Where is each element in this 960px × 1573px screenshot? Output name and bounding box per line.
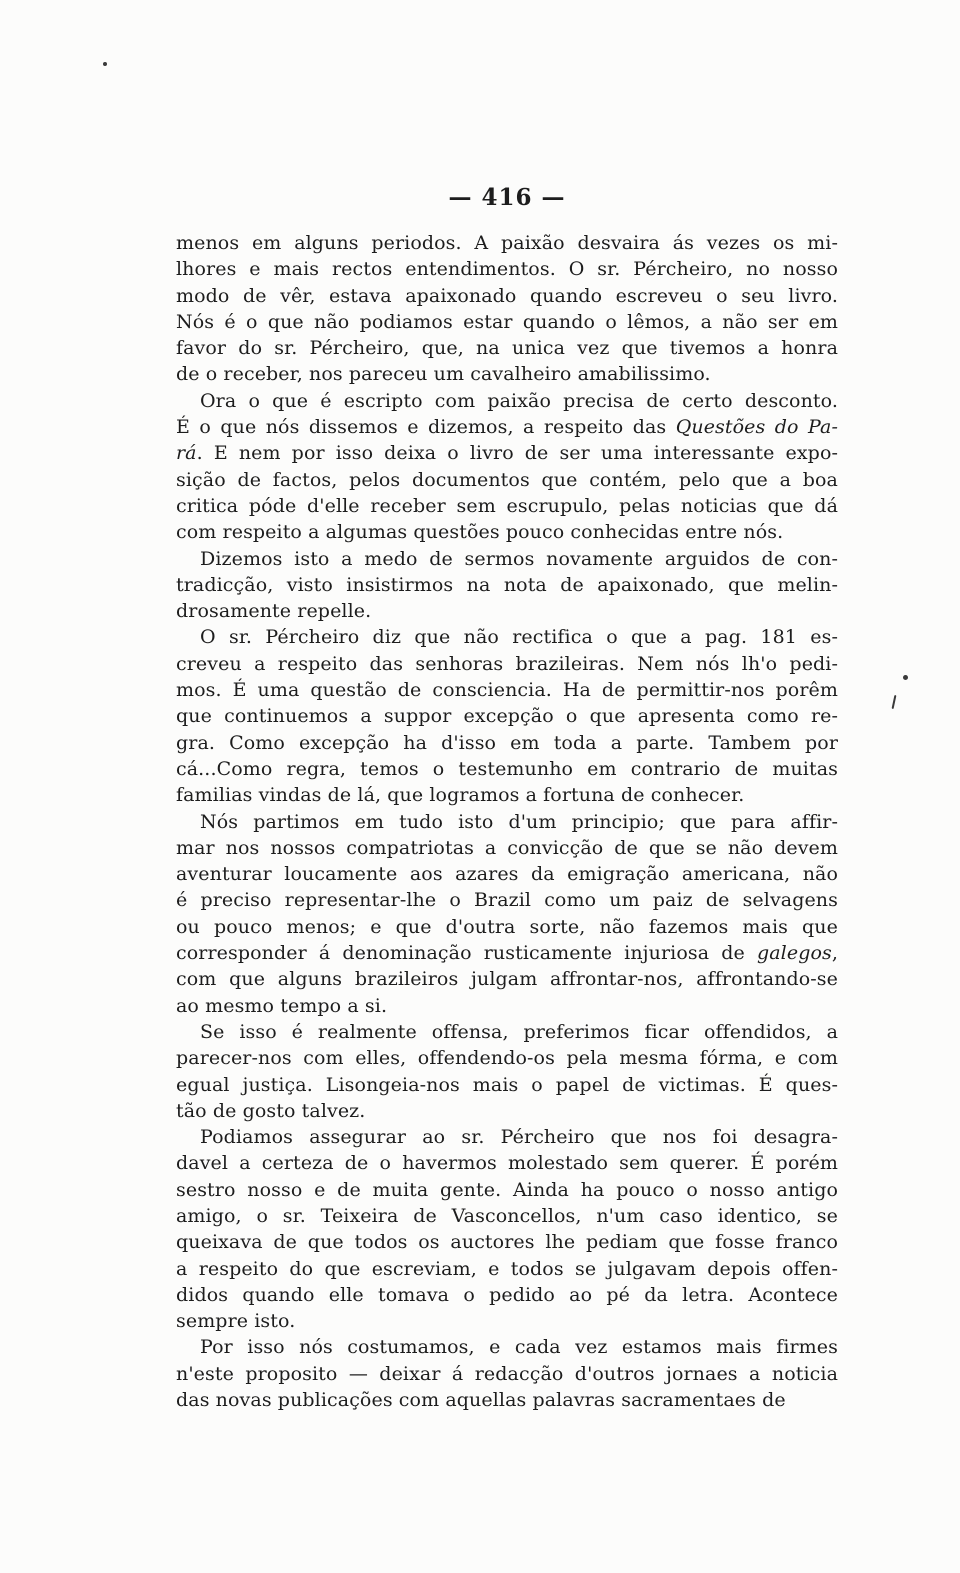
paragraph: [176, 624, 838, 808]
text-line: [176, 756, 838, 782]
text-run: aventurar loucamente aos azares da emigração americana, não: [176, 863, 838, 886]
page-text: [176, 230, 838, 1413]
text-run: gra. Como excepção ha d'isso em toda a parte. Tambem por: [176, 731, 838, 754]
text-run: drosamente repelle.: [176, 600, 372, 623]
text-run: mos. É uma questão de consciencia. Ha de permittir-nos porêm: [176, 679, 838, 702]
text-line: [176, 1045, 838, 1071]
text-run: menos em alguns periodos. A paixão desvaira ás vezes os mi-: [176, 232, 838, 254]
text-run: ou pouco menos; e que d'outra sorte, não fazemos mais que: [176, 915, 838, 938]
text-run: Nós partimos em tudo isto d'um principio; que para affir-: [200, 810, 838, 833]
text-run: familias vindas de lá, que logramos a fortuna de conhecer.: [176, 784, 745, 807]
text-run: a respeito do que escreviam, e todos se julgavam depois offen-: [176, 1257, 838, 1280]
paragraph: [176, 230, 838, 388]
text-run: creveu a respeito das senhoras brazileiras. Nem nós lh'o pedi-: [176, 652, 838, 675]
text-line: [176, 703, 838, 729]
page-number: — 416 —: [448, 184, 566, 211]
paragraph: [176, 388, 838, 546]
text-line: [176, 598, 838, 624]
text-line: [176, 1229, 838, 1255]
text-run: ao mesmo tempo a si.: [176, 994, 388, 1017]
text-run: O sr. Pércheiro diz que não rectifica o que a pag. 181 es-: [200, 626, 838, 649]
text-line: [176, 782, 838, 808]
text-line: [176, 835, 838, 861]
text-run: critica póde d'elle receber sem escrupulo, pelas noticias que dá: [176, 494, 838, 517]
paragraph: [176, 1019, 838, 1124]
text-line: [176, 361, 838, 387]
text-line: [176, 809, 838, 835]
text-line: [176, 256, 838, 282]
text-line: [176, 230, 838, 256]
text-line: [176, 335, 838, 361]
text-run: com respeito a algumas questões pouco conhecidas entre nós.: [176, 521, 784, 544]
text-line: [176, 546, 838, 572]
text-run: Nós é o que não podiamos estar quando o lêmos, a não ser em: [176, 310, 838, 333]
text-line: [176, 861, 838, 887]
text-line: [176, 940, 838, 966]
text-run: corresponder á denominação rusticamente injuriosa de: [176, 942, 757, 965]
text-line: [176, 1203, 838, 1229]
text-line: [176, 1019, 838, 1045]
text-run: cá...Como regra, temos o testemunho em contrario de muitas: [176, 757, 838, 780]
text-run: das novas publicações com aquellas palavras sacramentaes de: [176, 1389, 786, 1412]
text-run: que continuemos a suppor excepção o que apresenta como re-: [176, 705, 838, 728]
text-line: [176, 651, 838, 677]
text-line: [176, 914, 838, 940]
text-line: [176, 572, 838, 598]
text-line: [176, 283, 838, 309]
text-run: didos quando elle tomava o pedido ao pé da letra. Acontece: [176, 1283, 838, 1306]
text-line: [176, 1098, 838, 1124]
text-run: é preciso representar-lhe o Brazil como um paiz de selvagens: [176, 889, 838, 912]
text-line: [176, 493, 838, 519]
text-run: queixava de que todos os auctores lhe pediam que fosse franco: [176, 1231, 838, 1254]
text-run: ,: [831, 942, 838, 965]
text-run: É o que nós dissemos e dizemos, a respeito das: [176, 416, 676, 439]
text-run: . E nem por isso deixa o livro de ser uma interessante expo-: [196, 442, 838, 465]
text-run: tradicção, visto insistirmos na nota de apaixonado, que melin-: [176, 573, 838, 596]
scan-speck-icon: [892, 695, 897, 709]
text-run: com que alguns brazileiros julgam affrontar-nos, affrontando-se: [176, 968, 838, 991]
text-run: amigo, o sr. Teixeira de Vasconcellos, n'um caso identico, se: [176, 1204, 838, 1227]
text-run: Se isso é realmente offensa, preferimos ficar offendidos, a: [200, 1020, 838, 1043]
italic-text-run: Questões do Pa-: [675, 416, 838, 439]
text-run: sempre isto.: [176, 1310, 296, 1333]
text-line: [176, 1282, 838, 1308]
text-run: sestro nosso e de muita gente. Ainda ha pouco o nosso antigo: [176, 1178, 838, 1201]
text-line: [176, 1150, 838, 1176]
text-line: [176, 309, 838, 335]
text-line: [176, 440, 838, 466]
text-line: [176, 1256, 838, 1282]
text-line: [176, 1361, 838, 1387]
italic-text-run: galegos: [756, 942, 832, 965]
paragraph: [176, 546, 838, 625]
paragraph: [176, 1334, 838, 1413]
text-run: parecer-nos com elles, offendendo-os pela mesma fórma, e com: [176, 1047, 838, 1070]
text-line: [176, 730, 838, 756]
text-line: [176, 519, 838, 545]
text-line: [176, 1177, 838, 1203]
text-line: [176, 1072, 838, 1098]
scan-speck-icon: [103, 62, 107, 66]
text-line: [176, 388, 838, 414]
text-run: tão de gosto talvez.: [176, 1099, 366, 1122]
text-run: modo de vêr, estava apaixonado quando escreveu o seu livro.: [176, 284, 838, 307]
text-run: Podiamos assegurar ao sr. Pércheiro que nos foi desagra-: [200, 1126, 838, 1149]
text-run: davel a certeza de o havermos molestado sem querer. É porém: [176, 1152, 838, 1175]
text-line: [176, 1308, 838, 1334]
text-run: favor do sr. Pércheiro, que, na unica vez que tivemos a honra: [176, 337, 838, 360]
text-run: de o receber, nos pareceu um cavalheiro amabilissimo.: [176, 363, 711, 386]
text-line: [176, 467, 838, 493]
text-run: Por isso nós costumamos, e cada vez estamos mais firmes: [200, 1336, 838, 1359]
text-run: n'este proposito — deixar á redacção d'outros jornaes a noticia: [176, 1362, 838, 1385]
text-run: egual justiça. Lisongeia-nos mais o papel de victimas. É ques-: [176, 1073, 838, 1096]
paragraph: [176, 809, 838, 1019]
text-run: Ora o que é escripto com paixão precisa de certo desconto.: [200, 389, 838, 412]
text-run: mar nos nossos compatriotas a convicção de que se não devem: [176, 836, 838, 859]
text-run: sição de factos, pelos documentos que contém, pelo que a boa: [176, 468, 838, 491]
text-line: [176, 414, 838, 440]
text-run: Dizemos isto a medo de sermos novamente arguidos de con-: [200, 547, 838, 570]
text-line: [176, 1334, 838, 1360]
text-line: [176, 1124, 838, 1150]
text-line: [176, 677, 838, 703]
italic-text-run: rá: [176, 442, 197, 465]
text-line: [176, 993, 838, 1019]
text-line: [176, 1387, 838, 1413]
text-run: lhores e mais rectos entendimentos. O sr. Pércheiro, no nosso: [176, 258, 838, 281]
paragraph: [176, 1124, 838, 1334]
text-line: [176, 887, 838, 913]
scan-speck-icon: [903, 675, 908, 680]
text-line: [176, 624, 838, 650]
text-line: [176, 966, 838, 992]
